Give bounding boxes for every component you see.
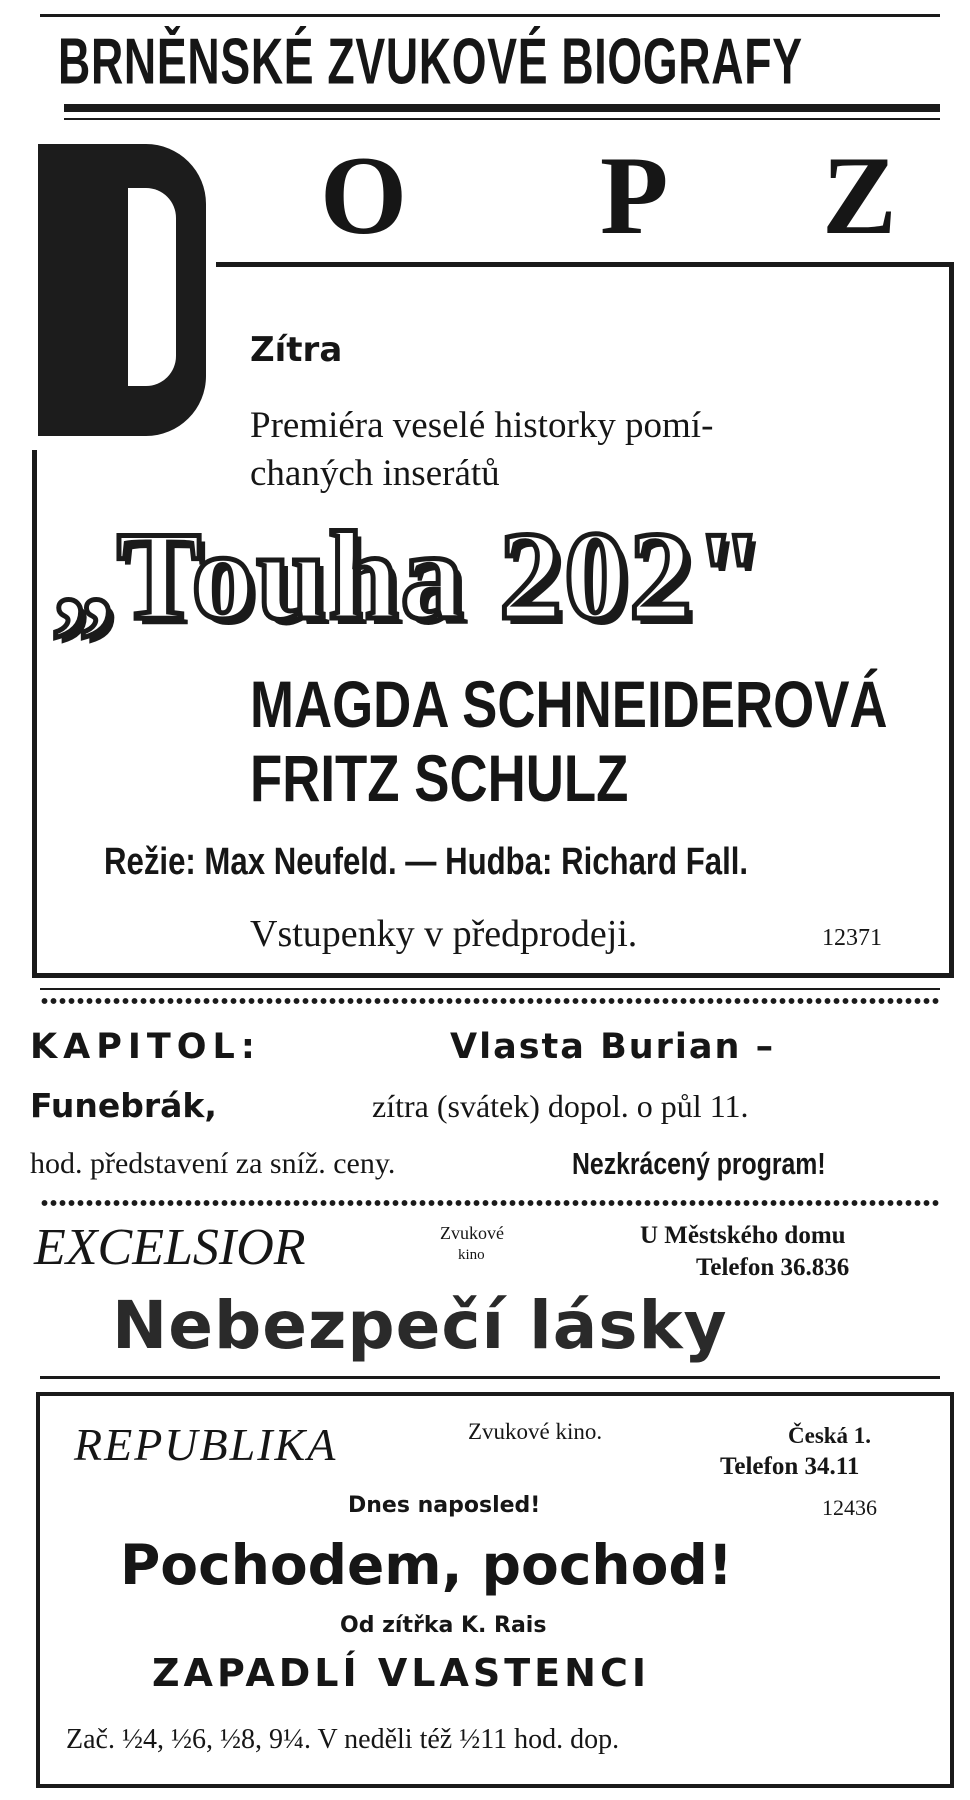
dopz-cast-2: FRITZ SCHULZ — [250, 741, 629, 815]
dopz-letter-p-text: P — [600, 134, 669, 258]
excelsior-film: Nebezpečí lásky — [112, 1287, 728, 1364]
republika-notice: Dnes naposled! — [348, 1493, 541, 1518]
republika-film: Pochodem, pochod! — [120, 1533, 733, 1597]
dopz-film-title: „Touha 202" — [52, 507, 767, 646]
dopz-cast-2-wrap — [250, 742, 723, 814]
dopz-film-title-wrap — [52, 507, 767, 646]
dopz-box-right — [949, 262, 954, 978]
kapitol-top-dots — [40, 996, 940, 1006]
kapitol-lead: KAPITOL: — [30, 1027, 261, 1067]
dopz-letter-p — [600, 134, 669, 258]
header-rule-thin — [64, 118, 940, 120]
dopz-letter-o — [320, 134, 408, 258]
excelsior-name: EXCELSIOR — [34, 1219, 306, 1276]
header-rule — [64, 104, 940, 112]
dopz-tickets: Vstupenky v předprodeji. — [250, 913, 638, 955]
dopz-intro-line1: Premiéra veselé historky pomí- — [250, 405, 714, 446]
dopz-credits-wrap — [104, 840, 889, 884]
kapitol-top-rule — [40, 988, 940, 990]
top-rule — [40, 14, 940, 17]
dopz-letter-z — [822, 134, 897, 258]
kapitol-line1-rest: zítra (svátek) dopol. o půl 11. — [372, 1088, 749, 1124]
dopz-intro-line2: chaných inserátů — [250, 453, 500, 494]
republika-kind: Zvukové kino. — [468, 1419, 603, 1444]
header-title-wrap — [58, 26, 970, 99]
dopz-letter-z-text: Z — [822, 134, 897, 258]
dopz-cast-1: MAGDA SCHNEIDEROVÁ — [250, 667, 888, 741]
republika-name: REPUBLIKA — [74, 1419, 338, 1470]
republika-from-label: Od zítřka K. Rais — [340, 1613, 547, 1638]
excelsior-kind-line2: kino — [458, 1247, 485, 1263]
republika-phone: Telefon 34.11 — [720, 1453, 860, 1480]
dopz-box-bottom — [32, 973, 954, 978]
kapitol-line2-bold-wrap — [572, 1144, 889, 1184]
republika-times: Zač. ½4, ½6, ½8, 9¼. V neděli též ½11 hod. dop. — [66, 1724, 620, 1755]
dopz-cast-1-wrap — [250, 668, 970, 740]
republika-address: Česká 1. — [788, 1423, 872, 1448]
dopz-box-left — [32, 450, 37, 978]
excelsior-bottom-rule — [40, 1376, 940, 1379]
kapitol-line2-bold: Nezkrácený program! — [572, 1146, 826, 1181]
header-title: BRNĚNSKÉ ZVUKOVÉ BIOGRAFY — [58, 26, 803, 99]
kapitol-bottom-dots — [40, 1198, 940, 1208]
republika-next-film: ZAPADLÍ VLASTENCI — [152, 1651, 650, 1695]
kapitol-headline: Vlasta Burian – — [450, 1027, 776, 1067]
republika-ad-number: 12436 — [822, 1495, 877, 1520]
dopz-letter-o-text: O — [320, 134, 408, 258]
dopz-ad-number: 12371 — [822, 925, 882, 951]
dopz-when: Zítra — [250, 330, 343, 370]
kapitol-film: Funebrák, — [30, 1086, 217, 1125]
dopz-box-top — [216, 262, 954, 267]
excelsior-address: U Městského domu — [640, 1222, 846, 1249]
excelsior-phone: Telefon 36.836 — [696, 1254, 850, 1281]
dopz-big-letter-hole — [128, 188, 176, 386]
dopz-credits: Režie: Max Neufeld. — Hudba: Richard Fall. — [104, 841, 749, 883]
kapitol-line2-text: hod. představení za sníž. ceny. — [30, 1147, 396, 1180]
dopz-big-letter-block — [38, 144, 206, 436]
excelsior-kind-line1: Zvukové — [440, 1223, 504, 1243]
